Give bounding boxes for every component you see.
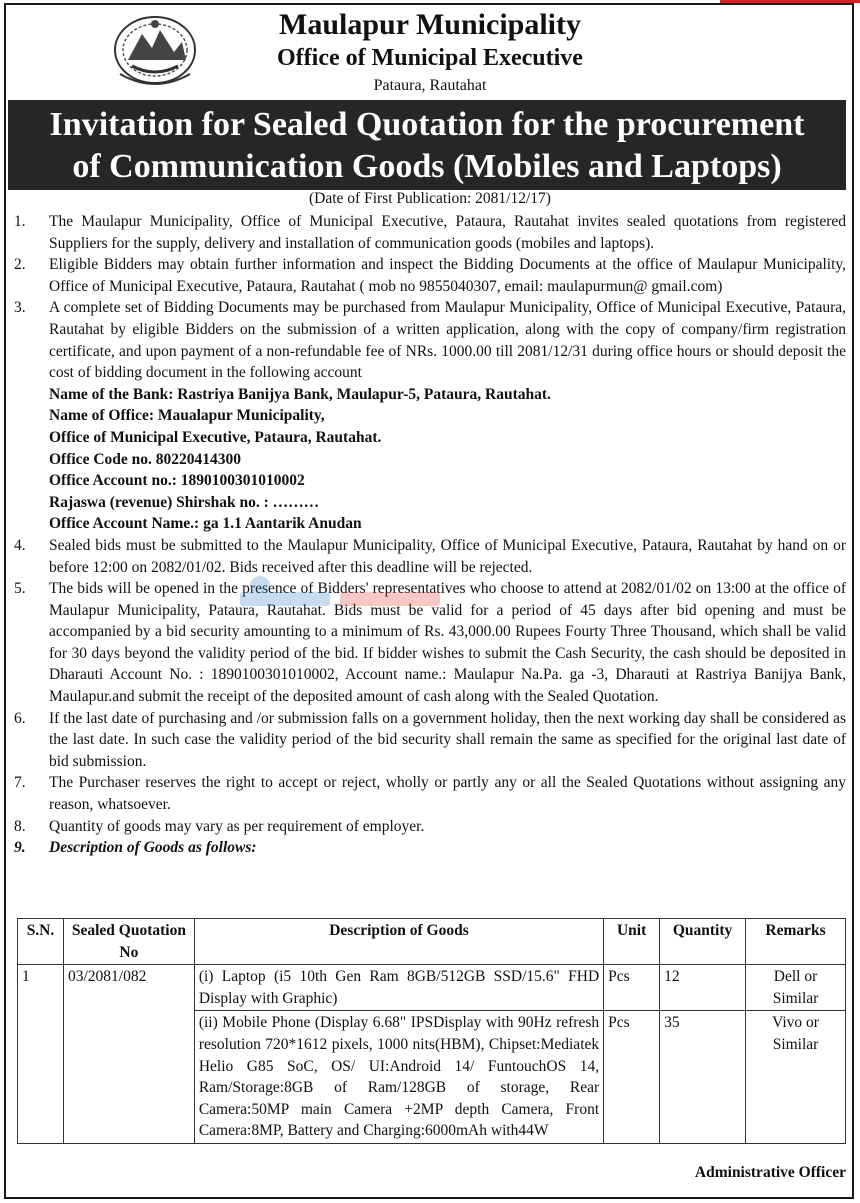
item-number: 2. [14, 256, 26, 274]
cell-sn: 1 [18, 965, 64, 1144]
item-number: 5. [14, 580, 26, 598]
cell-quotation-no: 03/2081/082 [63, 965, 194, 1144]
watermark-logo-icon [220, 570, 480, 614]
header-sn: S.N. [18, 919, 64, 965]
item-number: 9. [14, 839, 26, 857]
header-description: Description of Goods [194, 919, 603, 965]
notice-body [10, 211, 846, 859]
item-text: If the last date of purchasing and /or submission falls on a government holiday, then the next working day shall be considered as the last date. In such case the validity period of the bid security shall remain the same as specified for the original last date of bid submission. [49, 709, 846, 770]
cell-quantity: 35 [660, 1011, 746, 1144]
office-executive-line: Office of Municipal Executive, Pataura, Rautahat. [49, 428, 382, 446]
header-remarks: Remarks [746, 919, 846, 965]
municipality-name: Maulapur Municipality [279, 8, 581, 41]
item-number: 6. [14, 709, 26, 727]
list-item [10, 772, 846, 815]
list-item [10, 297, 846, 535]
list-item [10, 837, 846, 859]
item-text: Description of Goods as follows: [49, 839, 257, 857]
item-number: 4. [14, 536, 26, 554]
banner-line-2: of Communication Goods (Mobiles and Laptops) [72, 148, 782, 185]
table-row [18, 965, 846, 1011]
cell-remarks: Dell or Similar [746, 965, 846, 1011]
cell-unit: Pcs [604, 1011, 660, 1144]
signature-title: Administrative Officer [694, 1164, 846, 1181]
office-account-number: Office Account no.: 1890100301010002 [49, 472, 305, 490]
item-number: 7. [14, 774, 26, 792]
cell-description: (ii) Mobile Phone (Display 6.68" IPSDisplay with 90Hz refresh resolution 720*1612 pixels, 1000 nits(HBM), Chipset:Mediatek Helio G85 SoC, OS/ UI:Android 14/ FuntouchOS 14, Ram/Storage:8GB of Ram/128GB of storage, Rear Camera:50MP main Camera +2MP depth Camera, Front Camera:8MP, Battery and Charging:6000mAh with44W [194, 1011, 603, 1144]
item-text: The bids will be opened in the presence of Bidders' representatives who choose to attend at 2082/01/02 on 13:00 at the office of Maulapur Municipality, Pataura, Rautahat. Bids must be valid for a period of 45 days after bid opening and must be accompanied by a bid security amounting to a minimum of Rs. 43,000.00 Rupees Fourty Three Thousand, which shall be valid for 30 days beyond the validity period of the bid. If bidder wishes to submit the Cash Security, the cash should be deposited in Dharauti Account No. : 1890100301010002, Account name.: Maulapur Na.Pa. ga -3, Dharauti at Rastriya Banijya Bank, Maulapur.and submit the receipt of the deposited amount of cash along with the Sealed Quotation. [49, 580, 846, 706]
header-unit: Unit [604, 919, 660, 965]
goods-table [17, 918, 846, 1144]
item-number: 1. [14, 213, 26, 230]
bank-name: Name of the Bank: Rastriya Banijya Bank, Maulapur-5, Pataura, Rautahat. [49, 385, 551, 403]
item-text: Quantity of goods may vary as per requirement of employer. [49, 817, 425, 835]
office-account-name: Name of Office: Maualapur Municipality, [49, 407, 325, 425]
item-number: 3. [14, 299, 26, 317]
banner-line-1: Invitation for Sealed Quotation for the procurement [49, 106, 805, 143]
list-item [10, 254, 846, 297]
office-code: Office Code no. 80220414300 [49, 450, 242, 468]
cell-quantity: 12 [660, 965, 746, 1011]
item-number: 8. [14, 817, 26, 835]
cell-remarks: Vivo or Similar [746, 1011, 846, 1144]
cell-description: (i) Laptop (i5 10th Gen Ram 8GB/512GB SSD/15.6" FHD Display with Graphic) [194, 965, 603, 1011]
list-item [10, 816, 846, 838]
title-banner [8, 100, 846, 190]
cell-unit: Pcs [604, 965, 660, 1011]
header-sealed-quotation: Sealed Quotation No [63, 919, 194, 965]
item-text: Eligible Bidders may obtain further information and inspect the Bidding Documents at the office of Maulapur Municipality, Office of Municipal Executive, Pataura, Rautahat ( mob no 9855040307, email: maulapurmun@ gmail.com) [49, 256, 846, 295]
table-header-row [18, 919, 846, 965]
list-item [10, 708, 846, 773]
office-address: Pataura, Rautahat [373, 77, 487, 94]
header-quantity: Quantity [660, 919, 746, 965]
list-item [10, 211, 846, 254]
office-account-title: Office Account Name.: ga 1.1 Aantarik Anudan [49, 515, 362, 533]
item-text: Sealed bids must be submitted to the Maulapur Municipality, Office of Municipal Executive, Pataura, Rautahat by hand on or before 12:00 on 2082/01/02. Bids received after this deadline will be rejected. [49, 536, 846, 576]
item-text: The Maulapur Municipality, Office of Municipal Executive, Pataura, Rautahat invites sealed quotations from registered Suppliers for the supply, delivery and installation of communication goods (mobiles and laptops). [49, 213, 846, 252]
rajaswa-shirshak: Rajaswa (revenue) Shirshak no. : ……… [49, 493, 320, 511]
item-text: The Purchaser reserves the right to accept or reject, wholly or partly any or all the Sealed Quotations without assigning any reason, whatsoever. [49, 774, 846, 814]
office-name: Office of Municipal Executive [277, 45, 583, 71]
item-text: A complete set of Bidding Documents may be purchased from Maulapur Municipality, Office of Municipal Executive, Pataura, Rautahat by eligible Bidders on the submission of a written application, along with the copy of company/firm registration certificate, and upon payment of a non-refundable fee of NRs. 1000.00 till 2081/12/31 during office hours or should deposit the cost of bidding document in the following account [49, 299, 846, 382]
publication-date: (Date of First Publication: 2081/12/17) [309, 190, 551, 207]
